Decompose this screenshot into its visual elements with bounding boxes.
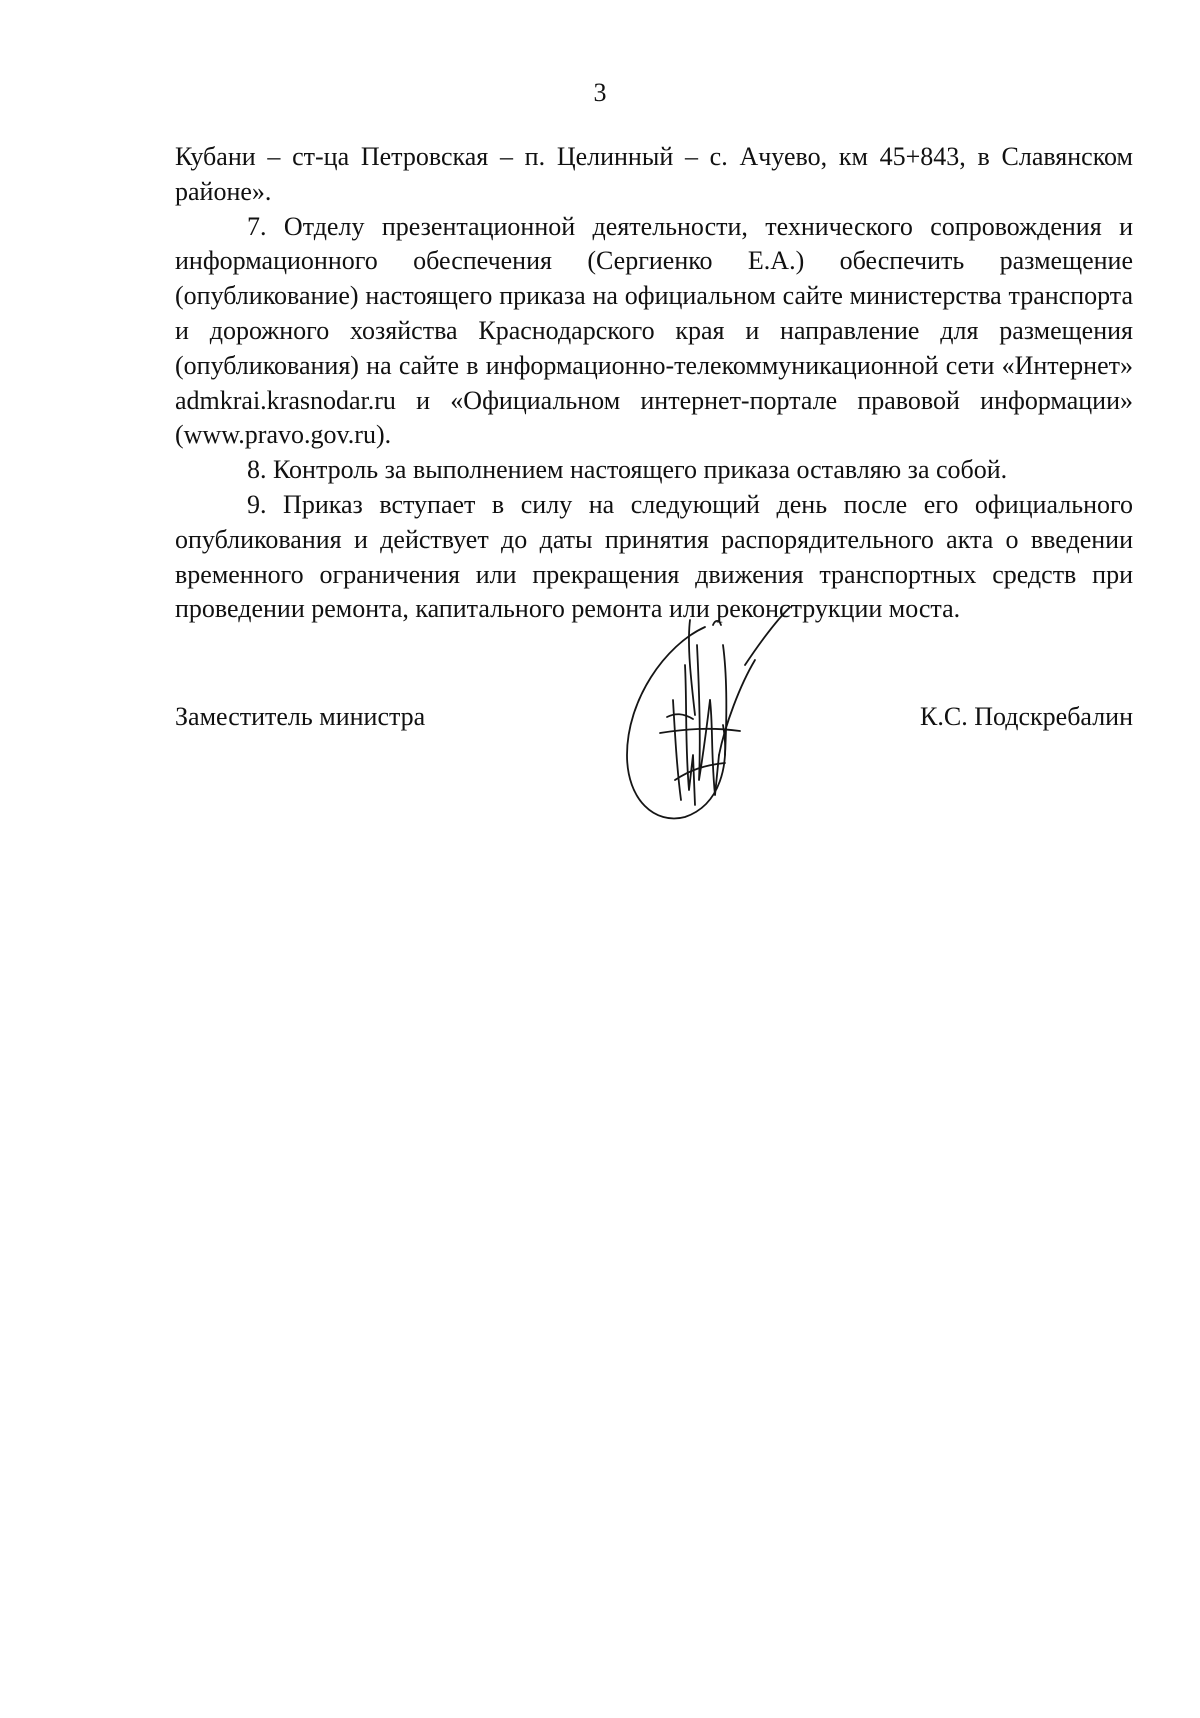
handwritten-signature	[615, 605, 835, 830]
document-body	[175, 140, 1133, 627]
paragraph-item-8: 8. Контроль за выполнением настоящего приказа оставляю за собой.	[247, 455, 1008, 485]
paragraph-continuation: Кубани – ст-ца Петровская – п. Целинный – с. Ачуево, км 45+843, в Славянском районе».	[175, 142, 1133, 206]
signatory-name: К.С. Подскребалин	[920, 702, 1133, 731]
page-number: 3	[593, 78, 607, 107]
paragraph-item-7: 7. Отделу презентационной деятельности, технического сопровождения и информационного обеспечения (Сергиенко Е.А.) обеспечить размещение (опубликование) настоящего приказа на официальном сайте министерства транспорта и дорожного хозяйства Краснодарского края и направление для размещения (опубликования) на сайте в информационно-телекоммуникационной сети «Интернет» admkrai.krasnodar.ru и «Официальном интернет-портале правовой информации» (www.pravo.gov.ru).	[175, 211, 1133, 450]
signatory-position: Заместитель министра	[175, 702, 426, 731]
paragraph-item-9: 9. Приказ вступает в силу на следующий день после его официального опубликования и действует до даты принятия распорядительного акта о введении временного ограничения или прекращения движения транспортных средств при проведении ремонта, капитального ремонта или реконструкции моста.	[175, 489, 1133, 624]
